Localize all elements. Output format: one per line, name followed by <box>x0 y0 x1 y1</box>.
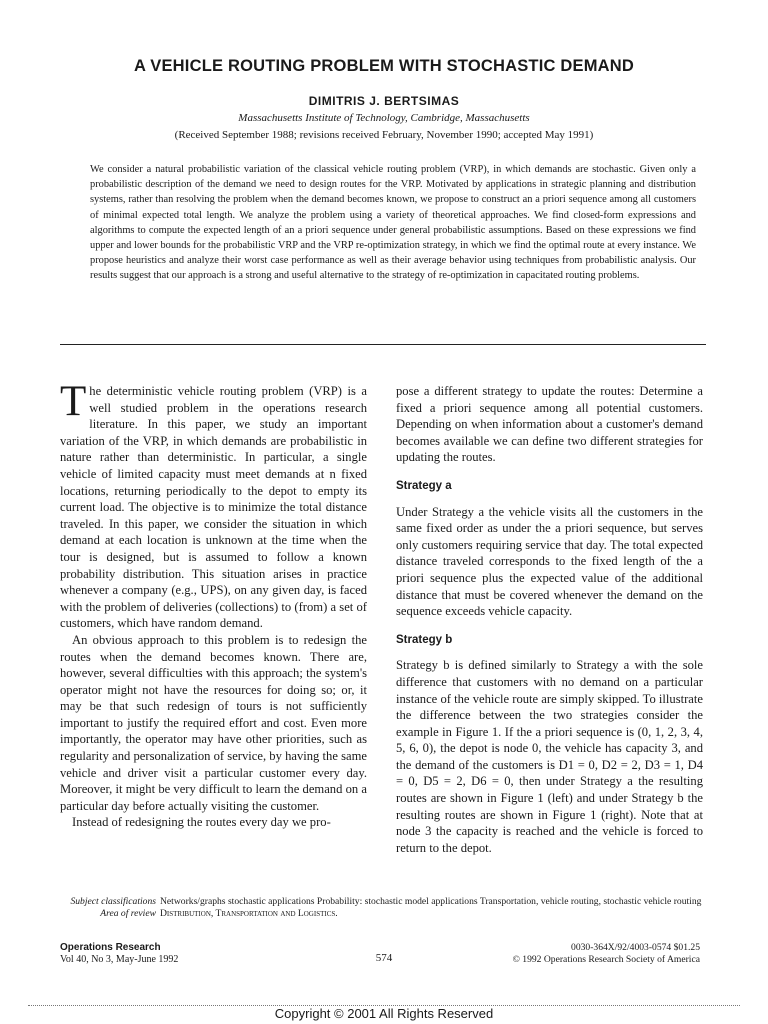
area-of-review-label: Area of review <box>100 907 156 919</box>
classifications <box>60 896 706 919</box>
subject-classifications-label: Subject classifications <box>70 896 156 907</box>
section-divider <box>60 344 706 345</box>
paper-title: A VEHICLE ROUTING PROBLEM WITH STOCHASTIC DEMAND <box>133 57 634 75</box>
area-of-review-text: Distribution, Transportation and Logistics. <box>160 907 338 919</box>
page-number: 574 <box>375 952 393 964</box>
received-dates: (Received September 1988; revisions received February, November 1990; accepted May 1991) <box>174 129 594 141</box>
publication-code <box>420 942 700 966</box>
subject-classifications-row <box>60 896 706 908</box>
issn-price: 0030-364X/92/4003-0574 $01.25 <box>571 942 700 953</box>
paragraph-redesign: An obvious approach to this problem is to redesign the routes when the demand becomes known. There are, however, several difficulties with this approach; the system's operator might not have the resources for doing so; or, it may be that such redesign of tours is not sufficiently important to justify the required effort and cost. Even more importantly, the operator may have other priorities, such as regularity and personalization of service, by having the same vehicle and driver visit a particular customer every day. Moreover, it might be very difficult to learn the demand on a particular day before actually visiting the customer. <box>60 632 367 813</box>
intro-paragraph <box>60 378 367 632</box>
drop-cap: T <box>60 378 87 425</box>
heading-strategy-a: Strategy a <box>396 479 452 492</box>
paragraph-strategy-b: Strategy b is defined similarly to Strategy a with the sole difference that customers with no demand on a particular instance of the vehicle route are simply skipped. To illustrate the difference between the two strategies consider the example in Figure 1. If the a priori sequence is (0, 1, 2, 3, 4, 5, 6, 0), the depot is node 0, the vehicle has capacity 3, and the demand of the customers is D1 = 0, D2 = 2, D3 = 1, D4 = 0, D5 = 2, D6 = 0, then under Strategy a the resulting routes are shown in Figure 1 (left) and under Strategy b the resulting routes are shown in Figure 1 (right). Note that at node 3 the capacity is reached and the vehicle is forced to return to the depot. <box>396 658 703 855</box>
body-column-left <box>60 378 367 831</box>
society-copyright: © 1992 Operations Research Society of America <box>512 954 700 965</box>
author-affiliation: Massachusetts Institute of Technology, Cambridge, Massachusetts <box>238 112 530 124</box>
journal-name: Operations Research <box>60 942 161 953</box>
journal-volume: Vol 40, No 3, May-June 1992 <box>60 954 179 965</box>
copyright-notice: Copyright © 2001 All Rights Reserved <box>274 1006 494 1021</box>
heading-strategy-b: Strategy b <box>396 633 453 646</box>
body-column-right <box>396 383 703 856</box>
author-name: DIMITRIS J. BERTSIMAS <box>308 94 460 108</box>
intro-text: he deterministic vehicle routing problem (VRP) is a well studied problem in the operations research literature. In this paper, we study an important variation of the VRP, in which demands are probabilistic in nature rather than deterministic. In particular, a single vehicle of limited capacity must meet demands at n fixed locations, returning periodically to the depot to empty its current load. The objective is to minimize the total distance traveled. In this paper, we consider the situation in which demand at each location is unknown at the time when the tour is designed, but is assumed to follow a known probability distribution. This situation arises in practice whenever a company (e.g., UPS), on any given day, is faced with the problem of deliveries (collections) to (from) a set of customers, which have random demand. <box>60 384 367 631</box>
abstract: We consider a natural probabilistic variation of the classical vehicle routing problem (VRP), in which demands are stochastic. Given only a probabilistic description of the demand we need to design routes for the VRP. Motivated by applications in strategic planning and distribution systems, rather than resolving the problem when the demand becomes known, we propose to construct an a priori sequence among all customers of minimal expected total length. We analyze the problem using a variety of theoretical approaches. We find closed-form expressions and algorithms to compute the expected length of an a priori sequence under general probabilistic assumptions. Based on these expressions we find upper and lower bounds for the probabilistic VRP and the VRP re-optimization strategy, in which we find the optimal route at every instance. We propose heuristics and analyze their worst case performance as well as their average behavior using techniques from probabilistic analysis. Our results suggest that our approach is a strong and useful alternative to the strategy of re-optimization in capacitated routing problems. <box>90 164 696 282</box>
area-of-review-row <box>60 908 706 920</box>
subject-classifications-text: Networks/graphs stochastic applications Probability: stochastic model applications Transportation, vehicle routing, stochastic vehicle routing <box>160 896 702 907</box>
paragraph-strategy-a: Under Strategy a the vehicle visits all the customers in the same fixed order as under the a priori sequence, but serves only customers requiring service that day. The total expected distance traveled corresponds to the fixed length of the a priori sequence plus the expected value of the additional distance that must be covered whenever the demand on the sequence exceeds vehicle capacity. <box>396 504 703 619</box>
paragraph-instead: Instead of redesigning the routes every day we pro- <box>72 815 331 830</box>
paragraph-strategy-intro: pose a different strategy to update the routes: Determine a fixed a priori sequence among all potential customers. Depending on when information about a customer's demand becomes available we can define two different strategies for updating the routes. <box>396 384 703 465</box>
